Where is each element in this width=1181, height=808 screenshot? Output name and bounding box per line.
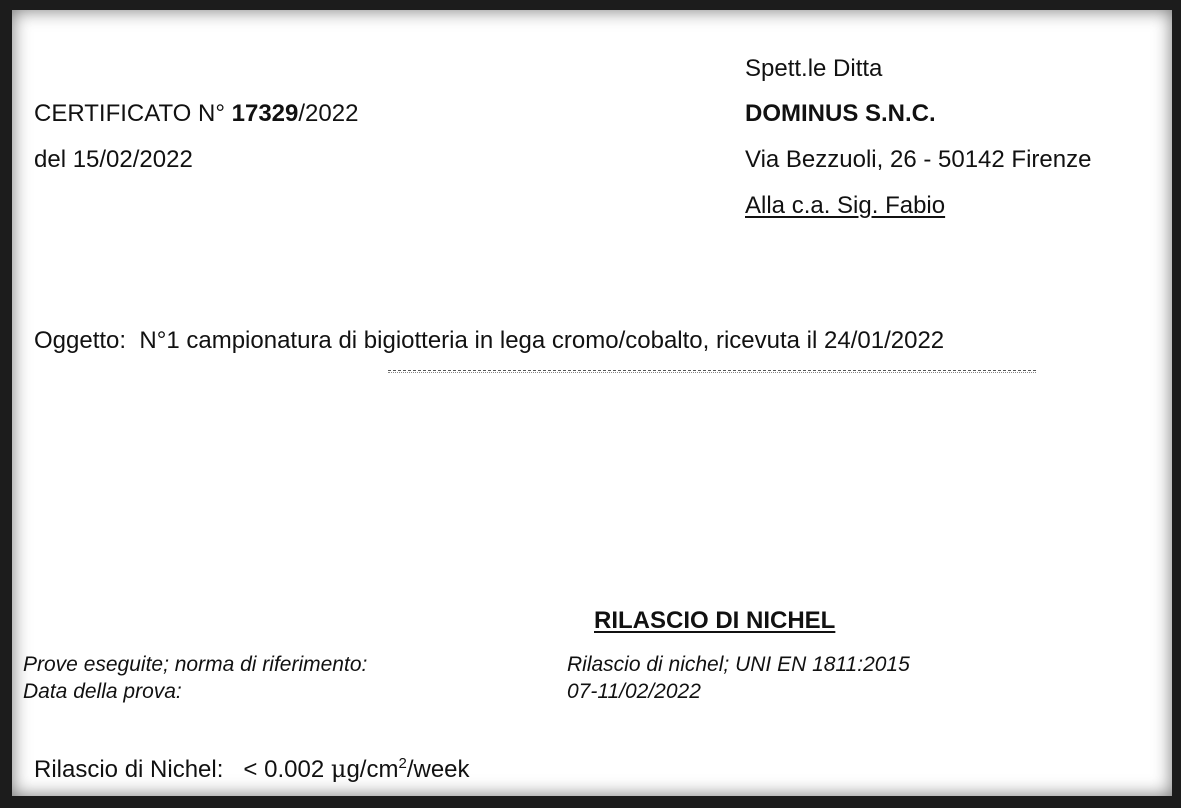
test-date-value: 07-11/02/2022 (567, 680, 701, 703)
subject-dashed-rule (388, 370, 1036, 371)
result-unit-g: g/cm (346, 756, 399, 783)
recipient-attention: Alla c.a. Sig. Fabio (745, 192, 946, 219)
certificate-number: 17329 (231, 100, 299, 127)
subject-text: N°1 campionatura di bigiotteria in lega cromo/cobalto, ricevuta il 24/01/2022 (139, 327, 945, 354)
certificate-number-line (34, 100, 358, 128)
result-label: Rilascio di Nichel: (34, 756, 224, 783)
tests-value: Rilascio di nichel; UNI EN 1811:2015 (567, 653, 910, 676)
result-value: < 0.002 (243, 756, 331, 783)
recipient-company: DOMINUS S.N.C. (745, 100, 936, 127)
recipient-address: Via Bezzuoli, 26 - 50142 Firenze (745, 146, 1092, 173)
tests-label: Prove eseguite; norma di riferimento: (23, 653, 368, 676)
result-unit-mu: μ (330, 755, 347, 783)
result-line (34, 755, 470, 784)
result-unit-tail: /week (406, 756, 470, 783)
subject-line (34, 327, 944, 355)
certificate-date: del 15/02/2022 (34, 146, 193, 173)
subject-label: Oggetto: (34, 327, 127, 354)
recipient-salutation: Spett.le Ditta (745, 55, 883, 82)
test-date-label: Data della prova: (23, 680, 182, 703)
certificate-prefix: CERTIFICATO N° (34, 100, 232, 127)
subject-dotted-rule (388, 372, 1036, 373)
section-title: RILASCIO DI NICHEL (594, 607, 836, 634)
certificate-page (12, 10, 1172, 796)
result-unit-exponent: 2 (398, 755, 407, 772)
certificate-year: /2022 (298, 100, 359, 127)
